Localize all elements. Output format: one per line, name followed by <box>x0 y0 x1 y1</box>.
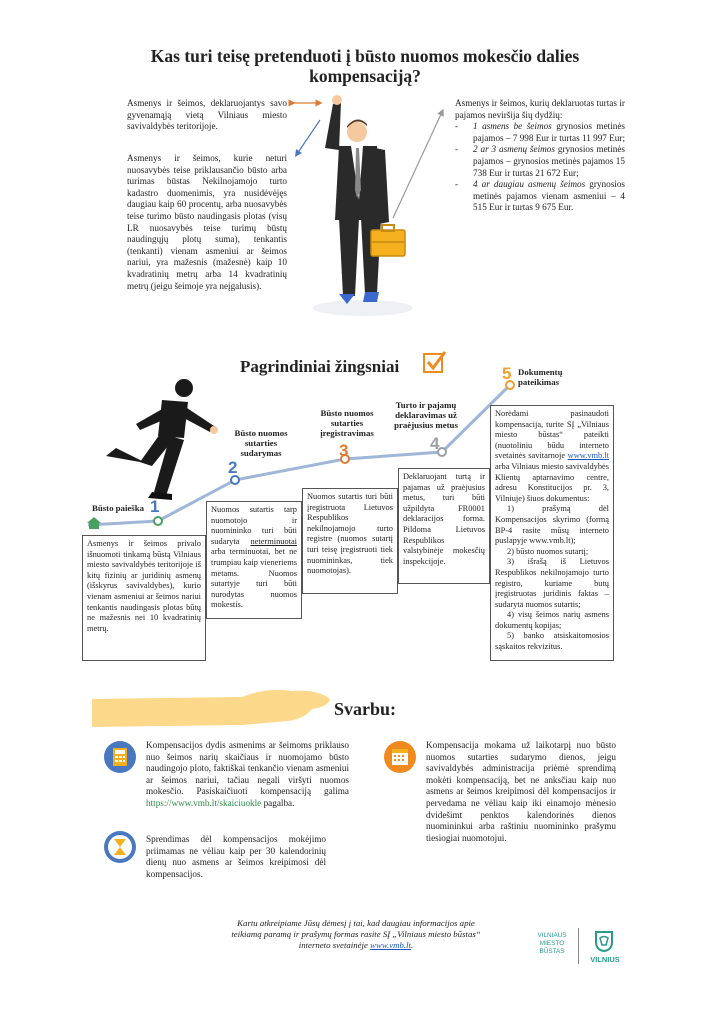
document-item: 3) išrašą iš Lietuvos Respublikos nekilnojamojo turto registro, kuriame butų įregistruotas juridinis faktas – sudaryta nuomos sutartis; <box>495 557 609 609</box>
vmb-logo-line: MIESTO <box>539 940 565 947</box>
income-item-label: 2 ar 3 asmenų šeimos <box>473 144 555 155</box>
vilnius-logo-text: VILNIUS <box>590 955 620 964</box>
arrow-grey <box>393 112 442 218</box>
step-label: Būsto paieška <box>91 503 145 513</box>
step-number: 4 <box>430 434 440 453</box>
income-item <box>455 121 625 144</box>
step-box-3: Nuomos sutartis turi būti įregistruota Lietuvos Respublikos nekilnojamojo turto registre (nuomos sutartį turi teisę įregistruoti tiek nuomininkas, tiek nuomotojas). <box>302 488 398 594</box>
income-item-text: grynosios metinės pajamos – 7 998 Eur ir turtas 11 997 Eur; <box>473 121 626 143</box>
step-box-2 <box>206 501 302 619</box>
income-item-text: grynosios metinės pajamos – grynosios metinės pajamos 15 738 Eur ir turtas 21 672 Eur; <box>473 144 625 178</box>
step-box-4: Deklaruojant turtą ir pajamas už praėjusius metus, turi būti užpildyta FR0001 deklaracijos forma. Pildoma Lietuvos Respublikos valstybinėje mokesčių inspekcijoje. <box>398 468 490 584</box>
document-item: 2) būsto nuomos sutartį; <box>507 546 589 556</box>
document-item: 4) visų šeimos narių asmens dokumentų kopijas; <box>495 610 609 630</box>
footer-note <box>222 918 490 951</box>
calc-text: Kompensacijos dydis asmenims ar šeimoms priklauso nuo šeimos narių skaičiaus ir nuomojamo būsto naudingojo ploto, faktiškai tenkančio vienam asmeniui ar šeimos nariui, tačiau negali viršyti nuomos mokesčio. Pasiskaičiuoti kompensaciją galima <box>146 740 349 797</box>
eligibility-residence: Asmenys ir šeimos, deklaruojantys savo gyvenamąją vietą Vilniaus miesto savivaldybės teritorijoje. <box>127 98 287 132</box>
page-title: Kas turi teisę pretenduoti į būsto nuomos mokesčio dalies kompensaciją? <box>150 46 580 86</box>
house-icon <box>86 516 102 530</box>
vilnius-crest-icon <box>594 930 614 952</box>
steps-heading: Pagrindiniai žingsniai <box>240 357 400 376</box>
step-text: Norėdami pasinaudoti kompensacija, turite SĮ „Vilniaus miesto būstas“ pateikti (nuotoliniu būdu interneto svetainės savitarnoje <box>495 409 609 461</box>
important-heading: Svarbu: <box>334 699 397 719</box>
step-box-1: Asmenys ir šeimos privalo išnuomoti tinkamą būstą Vilniaus miesto savivaldybės teritorijoje iš kitų fizinių ar juridinių asmenų (išskyrus savivaldybes), kurio vienam asmeniui ar šeimos nariui tenkantis naudingasis plotas būtų ne mažesnis nei 10 kvadratinių metrų. <box>82 535 206 661</box>
step-box-5 <box>490 405 614 661</box>
eligibility-housing: Asmenys ir šeimos, kurie neturi nuosavybės teise priklausančio būsto arba turimas būstas Nekilnojamojo turto kadastro duomenimis, yra nusidėvėjęs daugiau kaip 60 procentų, arba nuosavybės teise turimo būsto naudingasis plotas (visų LR nuosavybės teise turimų būstų naudingųjų plotų suma), tenkantis (tenkanti) vienam asmeniui ar šeimos nariui, yra mažesnis (mažesnė) kaip 10 kvadratinių metrų arba 14 kvadratinių metrų (jeigu šeimoje yra neįgalusis). <box>127 153 287 291</box>
important-calc <box>146 740 349 810</box>
step-text-underlined: neterminuotai <box>250 536 297 546</box>
document-item: 5) banko atsiskaitomosios sąskaitos rekvizitus. <box>495 631 609 652</box>
income-intro: Asmenys ir šeimos, kurių deklaruotas turtas ir pajamos neviršija šių dydžių: <box>455 98 625 120</box>
calc-text: pagalba. <box>261 797 295 808</box>
calendar-icon <box>383 740 417 774</box>
vmb-logo <box>530 932 574 956</box>
step-number: 5 <box>502 364 512 383</box>
calculator-icon <box>103 740 137 774</box>
vmb-logo-line: BŪSTAS <box>539 948 565 955</box>
businessman-illustration <box>285 90 455 320</box>
hourglass-icon <box>103 830 137 864</box>
logo-divider <box>578 928 579 964</box>
income-item <box>455 179 625 214</box>
step-text: arba terminuotai, bet ne trumpiau kaip vieneriems metams. Nuomos sutartyje turi būti nurodytas nuomos mokestis. <box>211 547 297 610</box>
checkbox-icon <box>422 350 448 374</box>
documents-list <box>495 504 609 652</box>
income-item-label: 4 ar daugiau asmenų šeimos <box>473 179 586 190</box>
vmb-link[interactable]: www.vmb.lt <box>567 451 609 461</box>
eligibility-income <box>455 98 625 214</box>
footer-text: Kartu atkreipiame Jūsų dėmesį į tai, kad daugiau informacijos apie teikiamą paramą ir prašymų formas rasite SĮ „Vilniaus miesto būstas“ interneto svetainėje <box>231 918 481 950</box>
step-number: 2 <box>228 458 238 477</box>
footer-text: . <box>411 940 414 950</box>
step-label: Būsto nuomos sutarties įregistravimas <box>320 408 374 438</box>
vmb-logo-line: VILNIAUS <box>537 932 567 939</box>
document-item: 1) prašymą dėl Kompensacijos skyrimo (formą BP-4 rasite mūsų interneto puslapyje www.vmb.lt); <box>495 504 609 546</box>
step-label: Būsto nuomos sutarties sudarymas <box>234 428 288 458</box>
step-text: Nuomos sutartis tarp nuomotojo ir nuomininko turi būti sudaryta <box>211 505 297 546</box>
hand-illustration <box>92 685 332 745</box>
important-decision: Sprendimas dėl kompensacijos mokėjimo priimamas ne vėliau kaip per 30 kalendorinių dienų nuo asmens ar šeimos kreipimosi dėl kompensacijos. <box>146 834 326 879</box>
income-item-label: 1 asmens be šeimos <box>473 121 552 132</box>
income-item <box>455 144 625 179</box>
step-number: 3 <box>339 441 349 460</box>
income-item-text: grynosios metinės pajamos vienam asmeniui – 4 515 Eur ir turtas 9 675 Eur. <box>473 179 625 213</box>
footer-link[interactable]: www.vmb.lt <box>370 940 412 950</box>
step-text: arba Vilniaus miesto savivaldybės Klientų aptarnavimo centre, adresu Konstitucijos pr. 3, Vilniuje) šiuos dokumentus: <box>495 461 610 503</box>
income-list <box>455 121 625 214</box>
important-payment: Kompensacija mokama už laikotarpį nuo būsto nuomos sutarties sudarymo dienos, jeigu savivaldybės administracija priėmė sprendimą mokėti kompensaciją, bet ne anksčiau kaip nuo asmens ar šeimos kreipimosi dėl kompensacijos ir pervedama ne vėliau kaip iki einamojo mėnesio dvidešimt penktos kalendorinės dienos nuomininkui arba raštiniu nuomininko prašymu tiesiogiai nuomotojui. <box>426 740 616 843</box>
step-label: Dokumentų pateikimas <box>518 367 563 387</box>
calculator-link[interactable]: https://www.vmb.lt/skaiciuokle <box>146 797 262 808</box>
running-man-illustration <box>92 378 222 503</box>
arrow-blue <box>297 120 320 154</box>
step-label: Turto ir pajamų deklaravimas už praėjusius metus <box>394 400 458 430</box>
step-dot <box>154 517 162 525</box>
step-number: 1 <box>150 497 160 516</box>
